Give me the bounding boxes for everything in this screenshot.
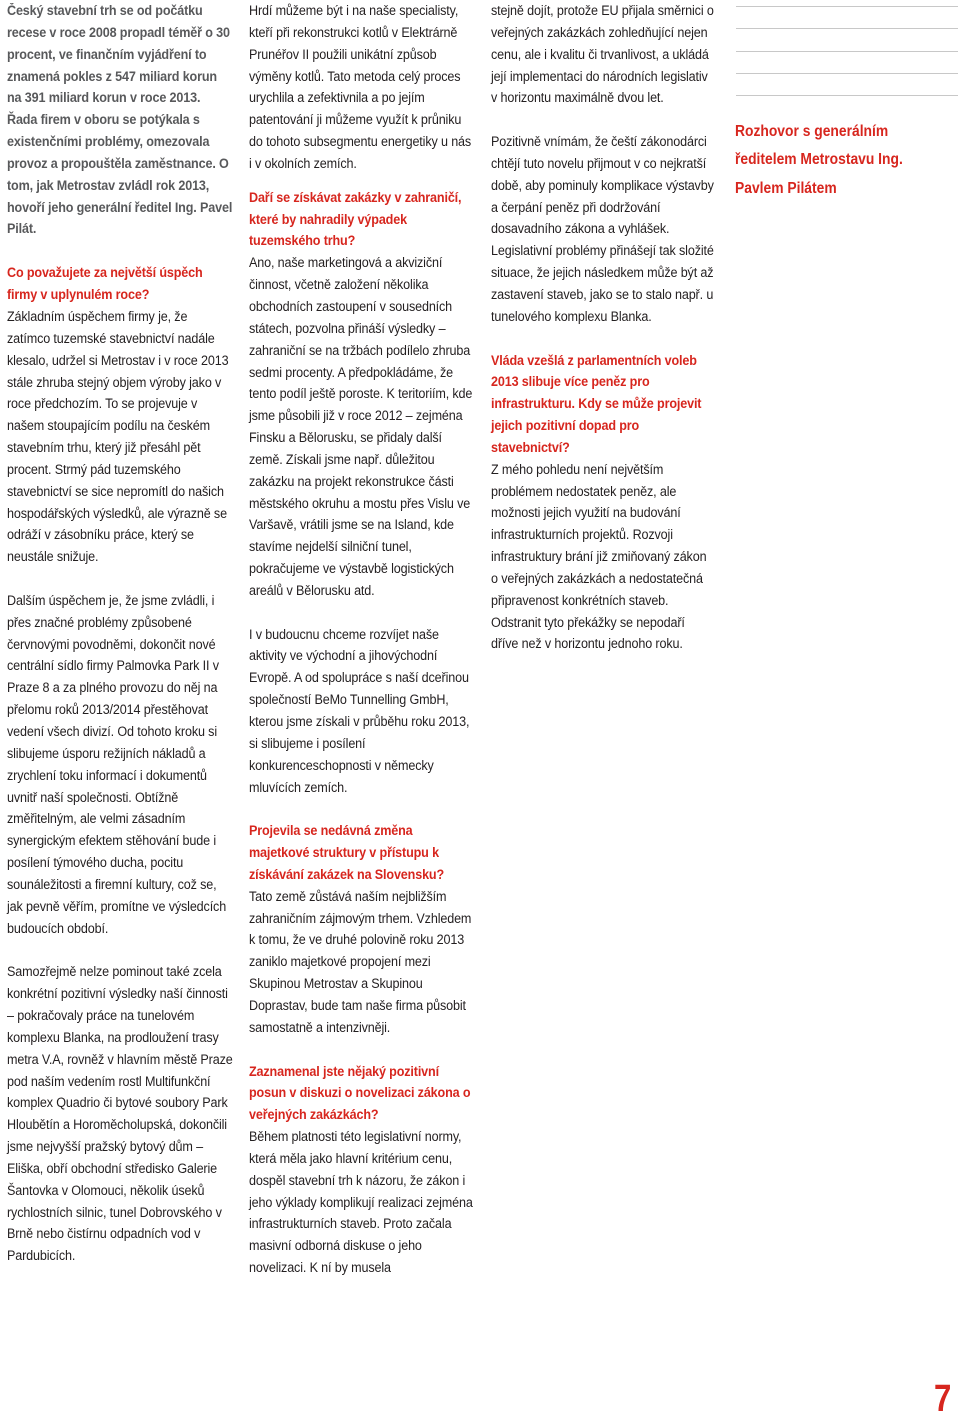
paragraph-c3-1: stejně dojít, protože EU přijala směrnici o veřejných zakázkách zohledňující nejen cenu, ale i kvalitu či trvanlivost, a ukládá její implementaci do národních legislativ v horizontu maximálně dvou let. (491, 3, 714, 106)
text-column-3 (491, 0, 715, 655)
divider-rule (736, 95, 958, 96)
answer-3: Tato země zůstává naším nejbližším zahraničním zájmovým trhem. Vzhledem k tomu, že ve druhé polovině roku 2013 zaniklo majetkové propojení mezi Skupinou Metrostav a Skupinou Doprastav, bude tam naše firma působit samostatně a intenzivněji. (249, 888, 472, 1035)
sidebar-title: Rozhovor s generálním ředitelem Metrostavu Ing. Pavlem Pilátem (735, 123, 903, 197)
lead-paragraph: Český stavební trh se od počátku recese v roce 2008 propadl téměř o 30 procent, ve finančním vyjádření to znamená pokles z 547 miliard korun na 391 miliard korun v roce 2013. Řada firem v oboru se potýkala s existenčními problémy, omezovala provoz a propouštěla zaměstnance. O tom, jak Metrostav zvládl rok 2013, hovoří jeho generální ředitel Ing. Pavel Pilát. (7, 3, 233, 237)
divider-rule (736, 28, 958, 29)
question-4: Zaznamenal jste nějaký pozitivní posun v diskuzi o novelizaci zákona o veřejných zakázkách? (249, 1063, 471, 1123)
text-column-1 (7, 0, 233, 1267)
divider-rule (736, 51, 958, 52)
answer-1: Základním úspěchem firmy je, že zatímco tuzemské stavebnictví nadále klesalo, udržel si Metrostav i v roce 2013 stále zhruba stejný objem výroby jako v roce předchozím. To se projevuje v našem stoupajícím podílu na českém stavebním trhu, který již přesáhl pět procent. Strmý pád tuzemského stavebnictví se sice nepromítl do našich hospodářských výsledků, ale výrazně se odráží v zásobníku práce, který se neustále snižuje. (7, 308, 229, 565)
divider-rule (736, 6, 958, 7)
paragraph-c1-3: Samozřejmě nelze pominout také zcela konkrétní pozitivní výsledky naší činnosti – pokračovaly práce na tunelovém komplexu Blanka, na prodloužení trasy metra V.A, rovněž v hlavním městě Praze pod naším vedením rostl Multifunkční komplex Quadrio či bytové soubory Park Hloubětín a Horoměcholupská, dokončili jsme nejvyšší pražský bytový dům – Eliška, obří obchodní středisko Galerie Šantovka v Olomouci, několik úseků rychlostních silnic, tunel Dobrovského v Brně nebo čistírnu odpadních vod v Pardubicích. (7, 964, 233, 1264)
question-5: Vláda vzešlá z parlamentních voleb 2013 slibuje více peněz pro infrastrukturu. Kdy se může projevit jejich pozitivní dopad pro stavebnictví? (491, 352, 702, 455)
question-3: Projevila se nedávná změna majetkové struktury v přístupu k získávání zakázek na Slovensku? (249, 823, 445, 882)
answer-4: Během platnosti této legislativní normy, která měla jako hlavní kritérium cenu, dospěl stavební trh k názoru, že zákon i jeho výklady komplikují realizaci zejména infrastrukturních staveb. Proto začala masivní odborná diskuse o jeho novelizaci. K ní by musela (249, 1129, 473, 1276)
question-2: Daří se získávat zakázky v zahraničí, které by nahradily výpadek tuzemského trhu? (249, 189, 462, 249)
divider-rule (736, 73, 958, 74)
paragraph-c2-2: I v budoucnu chceme rozvíjet naše aktivity ve východní a jihovýchodní Evropě. A od spolupráce s naší dceřinou společností BeMo Tunnelling GmbH, kterou jsme získali v průběhu roku 2013, si slibujeme i posílení konkurenceschopnosti v německy mluvících zemích. (249, 626, 470, 795)
paragraph-c3-2: Pozitivně vnímám, že čeští zákonodárci chtějí tuto novelu přijmout v co nejkratší době, aby pominuly komplikace výstavby a čerpání peněz při dodržování dosavadního zákona a vyhlášek. Legislativní problémy přinášejí tak složité situace, že jejich následkem může být až zastavení staveb, jako se to stalo např. u tunelového komplexu Blanka. (491, 134, 714, 324)
question-1: Co považujete za největší úspěch firmy v uplynulém roce? (7, 265, 203, 303)
page-number: 7 (934, 1378, 952, 1420)
paragraph-c1-2: Dalším úspěchem je, že jsme zvládli, i přes značné problémy způsobené červnovými povodněmi, dokončit nové centrální sídlo firmy Palmovka Park II v Praze 8 a za plného provozu do něj na přelomu roků 2013/2014 přestěhovat vedení všech divizí. Od tohoto kroku si slibujeme úsporu režijních nákladů a zrychlení toku informací i dokumentů uvnitř naší společnosti. Obtížně změřitelným, ale velmi zásadním synergickým efektem stěhování bude i posílení týmového ducha, pocitu sounáležitosti a firemní kultury, což se, jak pevně věřím, promítne ve výsledcích budoucích období. (7, 592, 227, 936)
text-column-2 (249, 0, 475, 1279)
answer-2: Ano, naše marketingová a akviziční činnost, včetně založení několika obchodních zastoupení v sousedních státech, pozvolna přináší výsledky – zahraniční se na tržbách podílelo zhruba sedmi procenty. A předpokládáme, že tento podíl ještě poroste. K teritoriím, kde jsme působili již v roce 2012 – zejména Finsku a Bělorusku, se přidaly další země. Získali jsme např. důležitou zakázku na projekt rekonstrukce části městského okruhu a mostu přes Vislu ve Varšavě, vrátili jsme se na Island, kde stavíme nejdelší silniční tunel, pokračujeme ve výstavbě logistických areálů v Bělorusku atd. (249, 255, 473, 598)
paragraph-c2-1: Hrdí můžeme být i na naše specialisty, kteří při rekonstrukci kotlů v Elektrárně Prunéřov II použili unikátní způsob výměny kotlů. Tato metoda celý proces urychlila a zefektivnila a po jejím patentování ji můžeme využít k průniku do tohoto subsegmentu energetiky u nás i v okolních zemích. (249, 3, 472, 171)
answer-5: Z mého pohledu není největším problémem nedostatek peněz, ale možnosti jejich využití na budování infrastrukturních projektů. Rozvoji infrastruktury brání již zmiňovaný zákon o veřejných zakázkách a nedostatečná připravenost konkrétních staveb. Odstranit tyto překážky se nepodaří dříve než v horizontu jednoho roku. (491, 461, 707, 652)
